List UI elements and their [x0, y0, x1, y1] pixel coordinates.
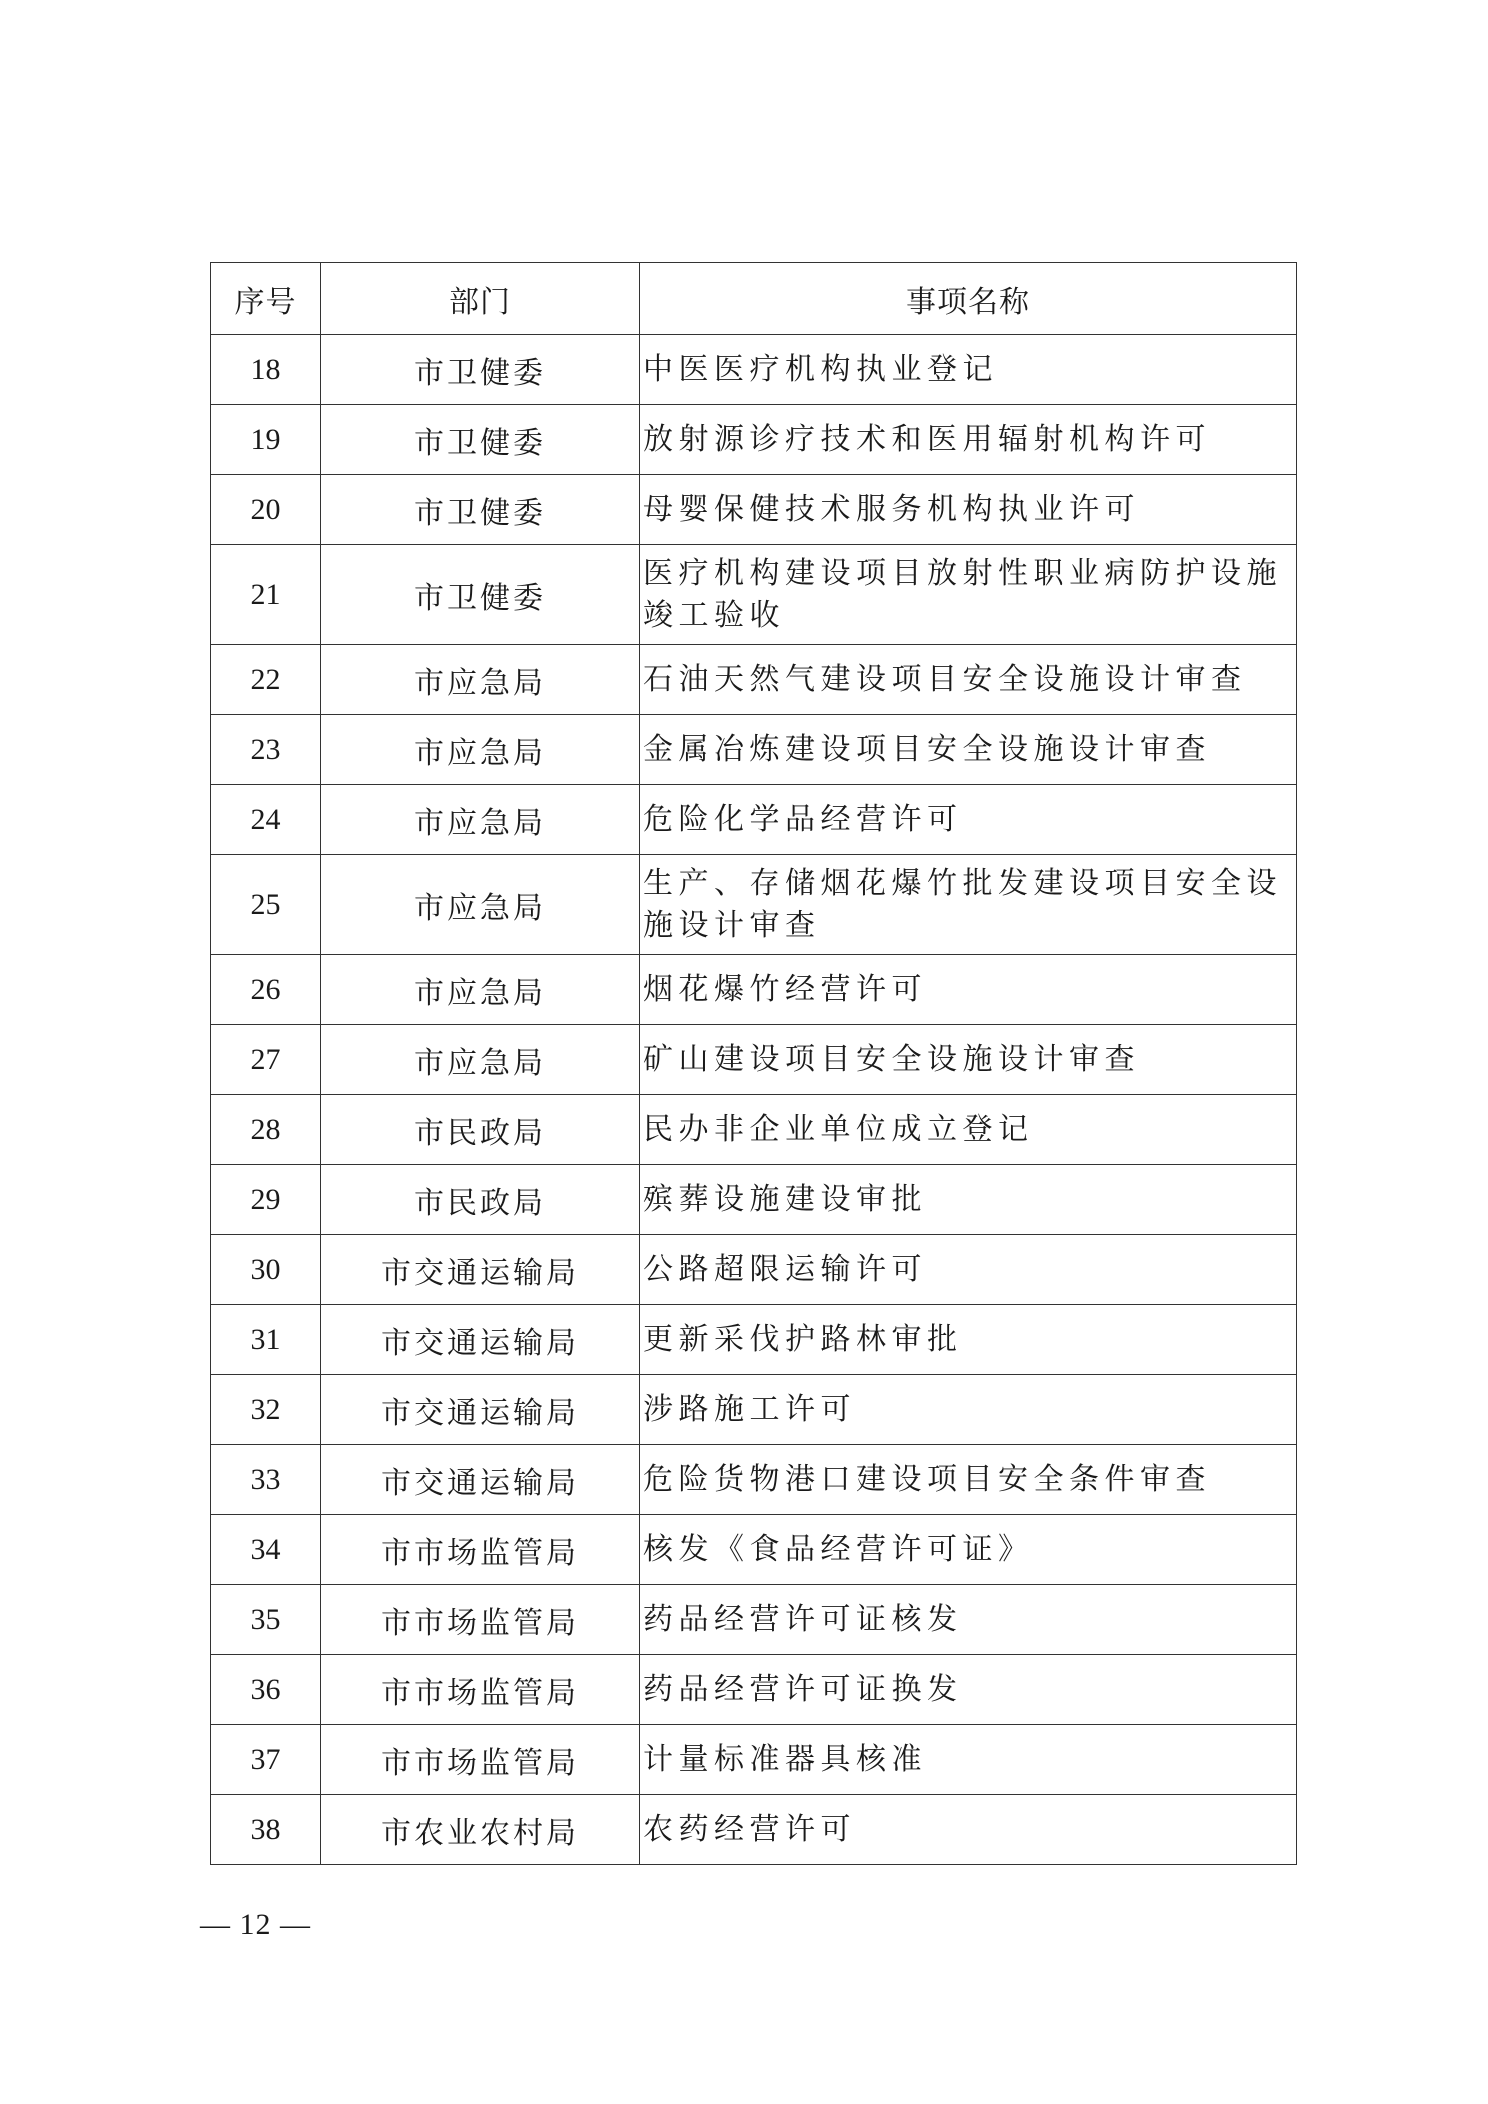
row-department: 市应急局 — [321, 1025, 640, 1095]
row-item-name: 更新采伐护路林审批 — [640, 1305, 1297, 1375]
row-serial-number: 23 — [211, 715, 321, 785]
row-department: 市市场监管局 — [321, 1585, 640, 1655]
row-serial-number: 28 — [211, 1095, 321, 1165]
row-item-name: 民办非企业单位成立登记 — [640, 1095, 1297, 1165]
table-row — [211, 1445, 1297, 1515]
table-row — [211, 475, 1297, 545]
table-row — [211, 1655, 1297, 1725]
row-item-name: 放射源诊疗技术和医用辐射机构许可 — [640, 405, 1297, 475]
row-item-name: 殡葬设施建设审批 — [640, 1165, 1297, 1235]
row-serial-number: 38 — [211, 1795, 321, 1865]
row-serial-number: 26 — [211, 955, 321, 1025]
table-row — [211, 1025, 1297, 1095]
row-item-name: 烟花爆竹经营许可 — [640, 955, 1297, 1025]
table-row — [211, 1165, 1297, 1235]
table-row — [211, 645, 1297, 715]
page-number: — 12 — — [200, 1908, 311, 1941]
row-serial-number: 29 — [211, 1165, 321, 1235]
row-serial-number: 36 — [211, 1655, 321, 1725]
row-serial-number: 34 — [211, 1515, 321, 1585]
row-item-name: 核发《食品经营许可证》 — [640, 1515, 1297, 1585]
row-serial-number: 31 — [211, 1305, 321, 1375]
row-item-name: 危险化学品经营许可 — [640, 785, 1297, 855]
table-row — [211, 1725, 1297, 1795]
table-row — [211, 785, 1297, 855]
permit-items-table — [210, 262, 1297, 1865]
table-row — [211, 1795, 1297, 1865]
row-item-name: 公路超限运输许可 — [640, 1235, 1297, 1305]
row-department: 市市场监管局 — [321, 1725, 640, 1795]
row-serial-number: 20 — [211, 475, 321, 545]
table-row — [211, 1585, 1297, 1655]
row-department: 市应急局 — [321, 645, 640, 715]
row-department: 市卫健委 — [321, 335, 640, 405]
table-row — [211, 1235, 1297, 1305]
row-item-name: 药品经营许可证换发 — [640, 1655, 1297, 1725]
row-item-name: 医疗机构建设项目放射性职业病防护设施竣工验收 — [640, 545, 1297, 645]
row-department: 市农业农村局 — [321, 1795, 640, 1865]
row-item-name: 生产、存储烟花爆竹批发建设项目安全设施设计审查 — [640, 855, 1297, 955]
row-department: 市应急局 — [321, 785, 640, 855]
row-department: 市交通运输局 — [321, 1445, 640, 1515]
row-serial-number: 18 — [211, 335, 321, 405]
row-serial-number: 35 — [211, 1585, 321, 1655]
row-department: 市应急局 — [321, 715, 640, 785]
table-row — [211, 715, 1297, 785]
row-department: 市应急局 — [321, 855, 640, 955]
table-row — [211, 1375, 1297, 1445]
row-item-name: 危险货物港口建设项目安全条件审查 — [640, 1445, 1297, 1515]
row-department: 市市场监管局 — [321, 1655, 640, 1725]
row-item-name: 石油天然气建设项目安全设施设计审查 — [640, 645, 1297, 715]
row-item-name: 金属冶炼建设项目安全设施设计审查 — [640, 715, 1297, 785]
row-department: 市民政局 — [321, 1095, 640, 1165]
row-item-name: 计量标准器具核准 — [640, 1725, 1297, 1795]
row-department: 市交通运输局 — [321, 1305, 640, 1375]
row-item-name: 母婴保健技术服务机构执业许可 — [640, 475, 1297, 545]
table-row — [211, 1515, 1297, 1585]
row-item-name: 农药经营许可 — [640, 1795, 1297, 1865]
row-serial-number: 19 — [211, 405, 321, 475]
row-item-name: 涉路施工许可 — [640, 1375, 1297, 1445]
row-department: 市应急局 — [321, 955, 640, 1025]
table-row — [211, 405, 1297, 475]
row-serial-number: 32 — [211, 1375, 321, 1445]
permit-items-table-container — [210, 262, 1296, 1865]
row-department: 市卫健委 — [321, 405, 640, 475]
row-department: 市卫健委 — [321, 475, 640, 545]
table-row — [211, 955, 1297, 1025]
row-item-name: 药品经营许可证核发 — [640, 1585, 1297, 1655]
row-item-name: 中医医疗机构执业登记 — [640, 335, 1297, 405]
row-department: 市民政局 — [321, 1165, 640, 1235]
row-department: 市市场监管局 — [321, 1515, 640, 1585]
row-serial-number: 30 — [211, 1235, 321, 1305]
row-serial-number: 25 — [211, 855, 321, 955]
table-row — [211, 1095, 1297, 1165]
header-item-name: 事项名称 — [640, 263, 1297, 335]
row-item-name: 矿山建设项目安全设施设计审查 — [640, 1025, 1297, 1095]
table-row — [211, 335, 1297, 405]
row-department: 市交通运输局 — [321, 1235, 640, 1305]
row-department: 市卫健委 — [321, 545, 640, 645]
row-serial-number: 27 — [211, 1025, 321, 1095]
row-serial-number: 24 — [211, 785, 321, 855]
row-serial-number: 37 — [211, 1725, 321, 1795]
row-department: 市交通运输局 — [321, 1375, 640, 1445]
row-serial-number: 22 — [211, 645, 321, 715]
header-department: 部门 — [321, 263, 640, 335]
table-row — [211, 1305, 1297, 1375]
table-row — [211, 545, 1297, 645]
row-serial-number: 33 — [211, 1445, 321, 1515]
table-header-row — [211, 263, 1297, 335]
table-row — [211, 855, 1297, 955]
row-serial-number: 21 — [211, 545, 321, 645]
header-serial-number: 序号 — [211, 263, 321, 335]
